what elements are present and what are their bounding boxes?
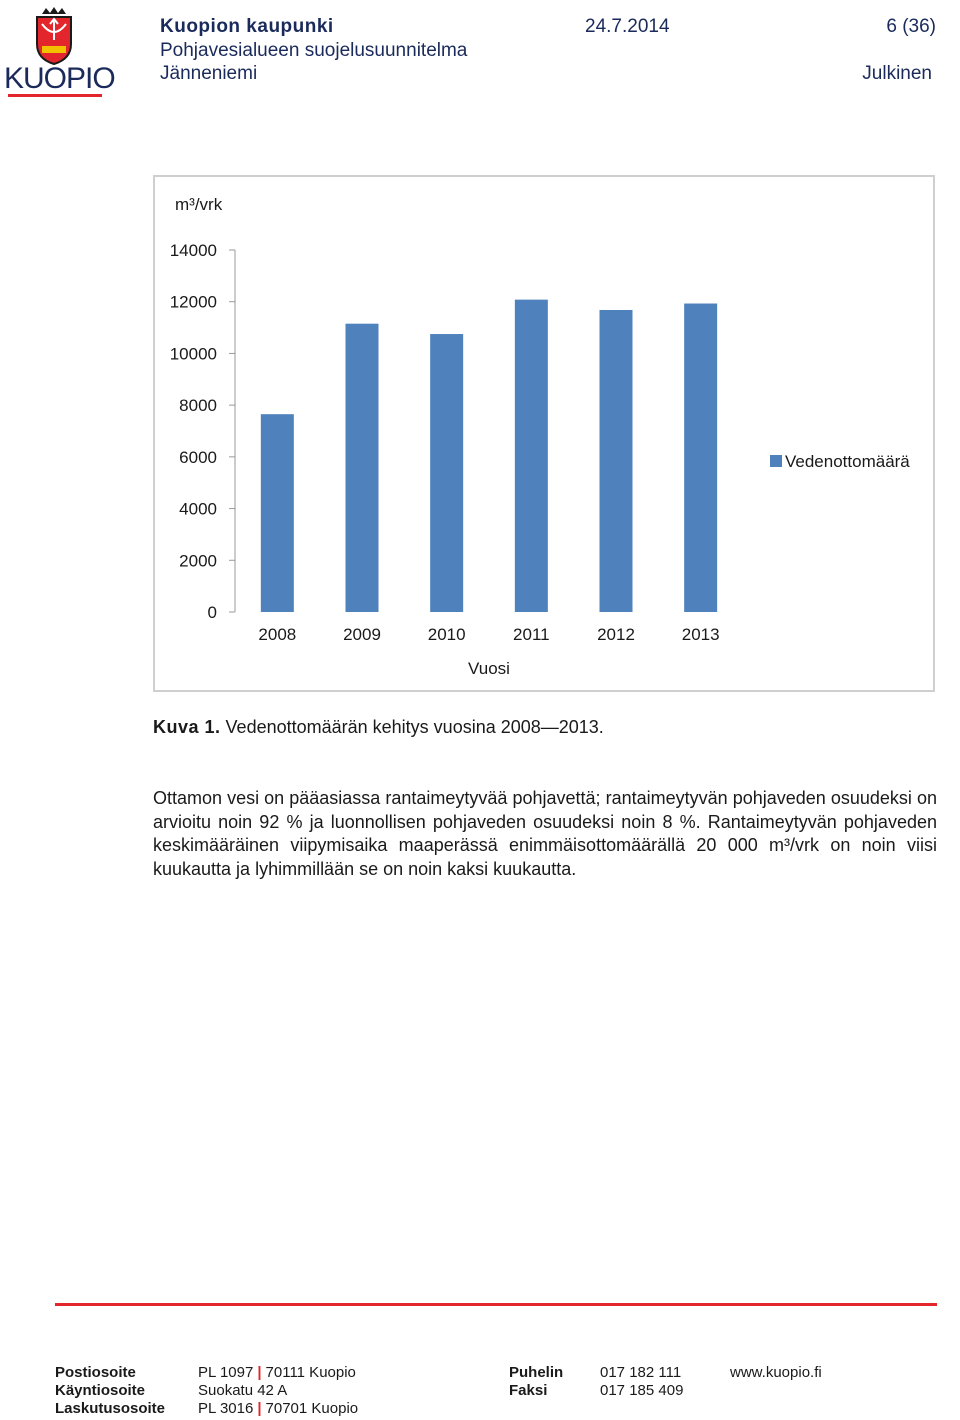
legend — [770, 452, 910, 471]
phone-label: Puhelin — [509, 1364, 564, 1381]
fax-number: 017 185 409 — [600, 1382, 684, 1399]
x-axis-ticks — [258, 625, 719, 644]
postal-box: PL 1097 — [198, 1364, 254, 1381]
visit-label: Käyntiosoite — [55, 1382, 146, 1399]
footer-divider — [55, 1303, 937, 1306]
x-tick-label: 2008 — [258, 625, 297, 644]
postal-city: 70111 Kuopio — [265, 1364, 356, 1381]
x-axis-title: Vuosi — [468, 659, 510, 678]
bar-2011 — [515, 300, 548, 612]
x-tick-label: 2013 — [681, 625, 720, 644]
billing-address — [198, 1400, 358, 1417]
chart-frame — [153, 175, 935, 692]
x-tick-label: 2009 — [343, 625, 381, 644]
water-intake-chart — [155, 177, 933, 690]
bar-2009 — [346, 324, 379, 612]
x-tick-label: 2012 — [597, 625, 635, 644]
bar-2012 — [600, 310, 633, 612]
page-number: 6 (36) — [886, 16, 936, 37]
y-tick-label: 0 — [207, 603, 217, 622]
fax-label: Faksi — [509, 1382, 548, 1399]
x-tick-label: 2011 — [513, 625, 550, 644]
document-date: 24.7.2014 — [585, 16, 670, 37]
y-tick-label: 4000 — [179, 499, 217, 519]
visit-address: Suokatu 42 A — [198, 1382, 288, 1399]
bar-2010 — [430, 334, 463, 612]
caption-label: Kuva 1. — [153, 717, 221, 737]
y-tick-label: 8000 — [179, 396, 217, 416]
legend-swatch — [770, 455, 782, 467]
separator: | — [257, 1400, 262, 1417]
area-name: Jänneniemi — [160, 63, 258, 84]
y-tick-label: 6000 — [179, 447, 217, 467]
postal-address — [198, 1364, 356, 1381]
y-tick-label: 12000 — [169, 292, 217, 312]
caption-text: Vedenottomäärän kehitys vuosina 2008—2013. — [225, 717, 604, 737]
billing-box: PL 3016 — [198, 1400, 254, 1417]
body-paragraph: Ottamon vesi on pääasiassa rantaimeytyvää pohjavettä; rantaimeytyvän pohjaveden osuudeksi on arvioitu noin 92 % ja luonnollisen pohjaveden osuudeksi noin 8 %. Rantaimeytyvän pohjaveden keskimääräinen viipymisaika maaperässä enimmäisottomäärällä 20 000 m³/vrk on noin viisi kuukautta ja lyhimmillään se on noin kaksi kuukautta. — [153, 788, 937, 879]
y-tick-label: 10000 — [169, 344, 217, 364]
bars — [261, 300, 717, 612]
document-title: Pohjavesialueen suojelusuunnitelma — [160, 40, 468, 61]
figure-caption — [153, 717, 604, 738]
billing-label: Laskutusosoite — [55, 1400, 166, 1417]
y-tick-label: 14000 — [169, 241, 217, 260]
y-axis-ticks — [170, 241, 235, 622]
billing-city: 70701 Kuopio — [265, 1400, 359, 1417]
classification: Julkinen — [862, 63, 932, 84]
phone-number: 017 182 111 — [600, 1364, 682, 1381]
y-axis-title: m³/vrk — [175, 195, 223, 214]
separator: | — [257, 1364, 262, 1381]
organization-name: Kuopion kaupunki — [160, 16, 334, 37]
legend-label: Vedenottomäärä — [785, 452, 910, 471]
y-tick-label: 2000 — [179, 551, 217, 571]
postal-label: Postiosoite — [55, 1364, 136, 1381]
bar-2013 — [684, 304, 717, 612]
kuopio-logo — [4, 4, 115, 98]
logo-wordmark: KUOPIO — [4, 62, 115, 95]
bar-2008 — [261, 414, 294, 612]
website-link[interactable]: www.kuopio.fi — [730, 1364, 822, 1381]
x-tick-label: 2010 — [427, 625, 466, 644]
